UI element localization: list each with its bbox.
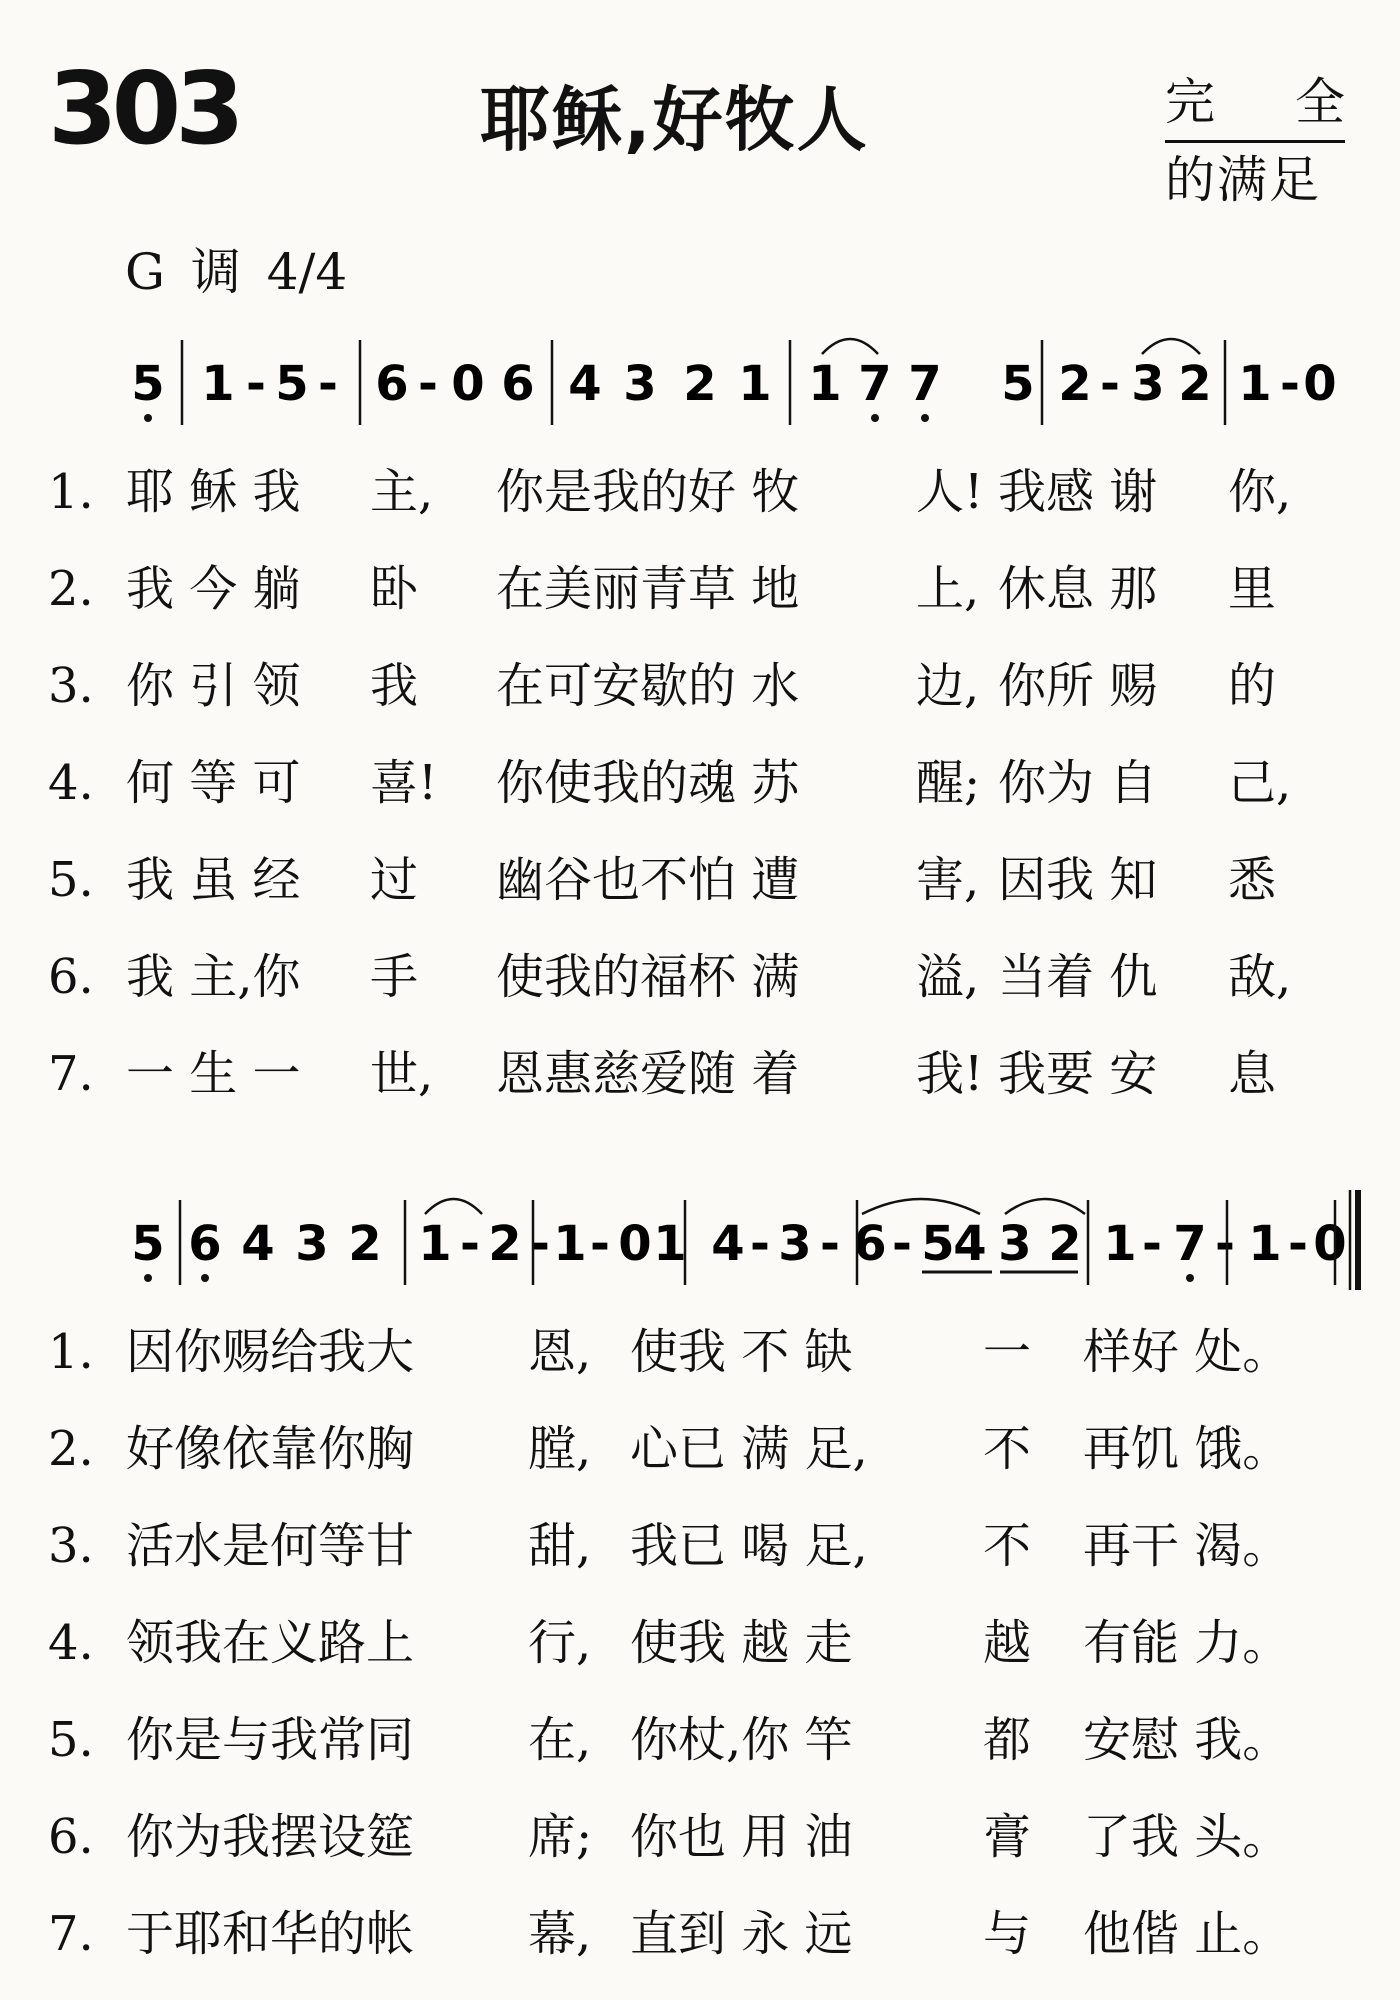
line2-note: -	[820, 1216, 840, 1272]
line1-note: -	[246, 356, 266, 412]
lyric-segment: 不	[983, 1421, 1032, 1477]
line1-note: 1	[1238, 356, 1272, 412]
line1-note: 0	[1303, 356, 1337, 412]
line1-note: 6	[375, 356, 409, 412]
line2-octave-dot	[201, 1274, 209, 1282]
lyric-segment: 越	[983, 1615, 1032, 1671]
lyric-segment: 你使我的魂 苏	[496, 755, 800, 811]
lyric-segment: 因我 知	[998, 852, 1158, 908]
lyric-segment: 了我 头。	[1083, 1809, 1291, 1865]
lyric-segment: 在美丽青草 地	[496, 561, 800, 617]
lyric-segment: 你,	[1228, 464, 1292, 520]
line2-slur	[1005, 1199, 1085, 1214]
line2-slur	[425, 1199, 482, 1214]
lyric-segment: 使我 越 走	[630, 1615, 853, 1671]
line2-slur	[862, 1199, 980, 1214]
line2-note: 3	[295, 1216, 329, 1272]
line1-note: 1	[201, 356, 235, 412]
line2-note: 4	[953, 1216, 987, 1272]
line2-note: 1	[553, 1216, 587, 1272]
category-char-2: 全	[1295, 73, 1345, 131]
lyric-segment: 边,	[916, 658, 980, 714]
lyric-segment: 你也 用 油	[630, 1809, 853, 1865]
line1-note: 0	[451, 356, 485, 412]
lyric-segment: 我要 安	[998, 1046, 1158, 1102]
line2-note: 1	[653, 1216, 687, 1272]
line2-note: -	[590, 1216, 610, 1272]
line2-note: 5	[131, 1216, 165, 1272]
line1-octave-dot	[871, 414, 879, 422]
lyric-segment: 席;	[528, 1809, 593, 1865]
line2-note: 4	[711, 1216, 745, 1272]
lyric-segment: 害,	[916, 852, 980, 908]
lyric-segment: 使我 不 缺	[630, 1324, 853, 1380]
line1-note: -	[418, 356, 438, 412]
category-char-1: 完	[1165, 73, 1215, 131]
line2-note: 0	[618, 1216, 652, 1272]
verse-number: 5.	[48, 852, 94, 908]
line2-note: 6	[188, 1216, 222, 1272]
lyric-segment: 你 引 领	[126, 658, 301, 714]
line1-note: 1	[738, 356, 772, 412]
line1-note: -	[318, 356, 338, 412]
verse-number: 1.	[48, 464, 94, 520]
line2-note: -	[530, 1216, 550, 1272]
line1-note: 3	[1131, 356, 1165, 412]
line1-note: 2	[1178, 356, 1212, 412]
lyric-segment: 膛,	[528, 1421, 592, 1477]
line1-slur	[822, 339, 878, 354]
line1-note: 4	[568, 356, 602, 412]
lyric-segment: 一 生 一	[126, 1046, 301, 1102]
lyric-segment: 醒;	[916, 755, 981, 811]
lyric-segment: 你是我的好 牧	[496, 464, 800, 520]
line1-note: 7	[908, 356, 942, 412]
line1-note: 5	[131, 356, 165, 412]
lyric-segment: 喜!	[370, 755, 438, 811]
line2-note: 0	[1313, 1216, 1347, 1272]
line2-note: 2	[348, 1216, 382, 1272]
line2-note: 5	[921, 1216, 955, 1272]
lyric-segment: 在可安歇的 水	[496, 658, 800, 714]
verse-number: 2.	[48, 561, 94, 617]
lyric-segment: 与	[983, 1906, 1032, 1962]
lyric-segment: 当着 仇	[998, 949, 1158, 1005]
line1-note: -	[1280, 356, 1300, 412]
lyric-segment: 一	[983, 1324, 1032, 1380]
lyric-segment: 我已 喝 足,	[630, 1518, 868, 1574]
line2-note: 3	[998, 1216, 1032, 1272]
lyric-segment: 溢,	[916, 949, 980, 1005]
line1-note: 6	[501, 356, 535, 412]
lyric-segment: 膏	[983, 1809, 1032, 1865]
lyric-segment: 你为 自	[998, 755, 1158, 811]
lyric-segment: 行,	[528, 1615, 592, 1671]
lyric-segment: 使我的福杯 满	[496, 949, 800, 1005]
lyric-segment: 心已 满 足,	[630, 1421, 868, 1477]
line2-note: 2	[488, 1216, 522, 1272]
verse-number: 5.	[48, 1712, 94, 1768]
line2-note: 4	[241, 1216, 275, 1272]
notation-line-1	[0, 330, 1400, 440]
lyric-segment: 我 今 躺	[126, 561, 301, 617]
lyric-segment: 再饥 饿。	[1083, 1421, 1291, 1477]
lyric-segment: 你是与我常同	[126, 1712, 415, 1768]
line2-note: -	[750, 1216, 770, 1272]
line2-note: -	[460, 1216, 480, 1272]
lyric-segment: 有能 力。	[1083, 1615, 1291, 1671]
lyric-segment: 他偕 止。	[1083, 1906, 1291, 1962]
lyric-segment: 安慰 我。	[1083, 1712, 1291, 1768]
line1-note: 2	[683, 356, 717, 412]
key-signature: G 调 4/4	[125, 243, 348, 301]
category-label-bottom: 的满足	[1165, 151, 1321, 209]
lyric-segment: 直到 永 远	[630, 1906, 853, 1962]
lyric-segment: 恩惠慈爱随 着	[496, 1046, 800, 1102]
category-label-top	[1165, 62, 1345, 143]
lyric-segment: 都	[983, 1712, 1032, 1768]
lyric-segment: 我感 谢	[998, 464, 1158, 520]
line2-note: 7	[1173, 1216, 1207, 1272]
hymn-title: 耶稣,好牧人	[480, 79, 869, 161]
line2-note: 2	[1048, 1216, 1082, 1272]
line1-note: 5	[1001, 356, 1035, 412]
lyric-segment: 活水是何等甘	[126, 1518, 415, 1574]
verse-number: 3.	[48, 658, 94, 714]
lyric-segment: 己,	[1228, 755, 1292, 811]
line1-note: 7	[858, 356, 892, 412]
verse-number: 4.	[48, 1615, 94, 1671]
hymn-number: 303	[48, 50, 239, 167]
lyric-segment: 你所 赐	[998, 658, 1158, 714]
verse-number: 4.	[48, 755, 94, 811]
lyric-segment: 卧	[370, 561, 419, 617]
lyric-segment: 耶 稣 我	[126, 464, 301, 520]
lyric-segment: 幽谷也不怕 遭	[496, 852, 800, 908]
verse-number: 3.	[48, 1518, 94, 1574]
line1-note: 2	[1058, 356, 1092, 412]
lyric-segment: 甜,	[528, 1518, 592, 1574]
lyric-segment: 敌,	[1228, 949, 1292, 1005]
lyric-segment: 我	[370, 658, 419, 714]
verse-number: 6.	[48, 1809, 94, 1865]
line2-note: 3	[778, 1216, 812, 1272]
line1-slur	[1142, 339, 1200, 354]
lyric-segment: 领我在义路上	[126, 1615, 415, 1671]
lyric-segment: 我 虽 经	[126, 852, 301, 908]
verse-number: 7.	[48, 1906, 94, 1962]
lyric-segment: 你为我摆设筵	[126, 1809, 415, 1865]
verse-number: 7.	[48, 1046, 94, 1102]
line2-note: -	[1288, 1216, 1308, 1272]
line2-note: 6	[853, 1216, 887, 1272]
lyric-segment: 我 主,你	[126, 949, 301, 1005]
lyric-segment: 上,	[916, 561, 980, 617]
verse-number: 6.	[48, 949, 94, 1005]
lyric-segment: 休息 那	[998, 561, 1158, 617]
lyric-segment: 里	[1228, 561, 1277, 617]
line2-note: 1	[418, 1216, 452, 1272]
lyric-segment: 世,	[370, 1046, 434, 1102]
lyric-segment: 悉	[1228, 852, 1277, 908]
lyric-segment: 我!	[916, 1046, 984, 1102]
verse-number: 2.	[48, 1421, 94, 1477]
line1-octave-dot	[144, 414, 152, 422]
lyric-segment: 主,	[370, 464, 434, 520]
lyric-segment: 人!	[916, 464, 984, 520]
line1-octave-dot	[921, 414, 929, 422]
line1-note: 5	[275, 356, 309, 412]
lyric-segment: 好像依靠你胸	[126, 1421, 415, 1477]
lyric-segment: 在,	[528, 1712, 592, 1768]
lyric-segment: 样好 处。	[1083, 1324, 1291, 1380]
lyric-segment: 因你赐给我大	[126, 1324, 415, 1380]
verse-number: 1.	[48, 1324, 94, 1380]
lyric-segment: 手	[370, 949, 419, 1005]
lyric-segment: 于耶和华的帐	[126, 1906, 415, 1962]
line2-note: 1	[1248, 1216, 1282, 1272]
line1-note: 1	[808, 356, 842, 412]
line1-note: -	[1100, 356, 1120, 412]
lyric-segment: 不	[983, 1518, 1032, 1574]
lyric-segment: 恩,	[528, 1324, 592, 1380]
lyric-segment: 何 等 可	[126, 755, 301, 811]
line2-note: -	[892, 1216, 912, 1272]
notation-line-2	[0, 1190, 1400, 1310]
line2-note: -	[1142, 1216, 1162, 1272]
lyric-segment: 再干 渴。	[1083, 1518, 1291, 1574]
line1-note: 3	[623, 356, 657, 412]
lyric-segment: 的	[1228, 658, 1277, 714]
line2-note: 1	[1103, 1216, 1137, 1272]
line2-octave-dot	[144, 1274, 152, 1282]
lyric-segment: 息	[1228, 1046, 1277, 1102]
lyric-segment: 过	[370, 852, 419, 908]
line2-octave-dot	[1186, 1274, 1194, 1282]
lyric-segment: 你杖,你 竿	[630, 1712, 853, 1768]
lyric-segment: 幕,	[528, 1906, 592, 1962]
line2-note: -	[1215, 1216, 1235, 1272]
